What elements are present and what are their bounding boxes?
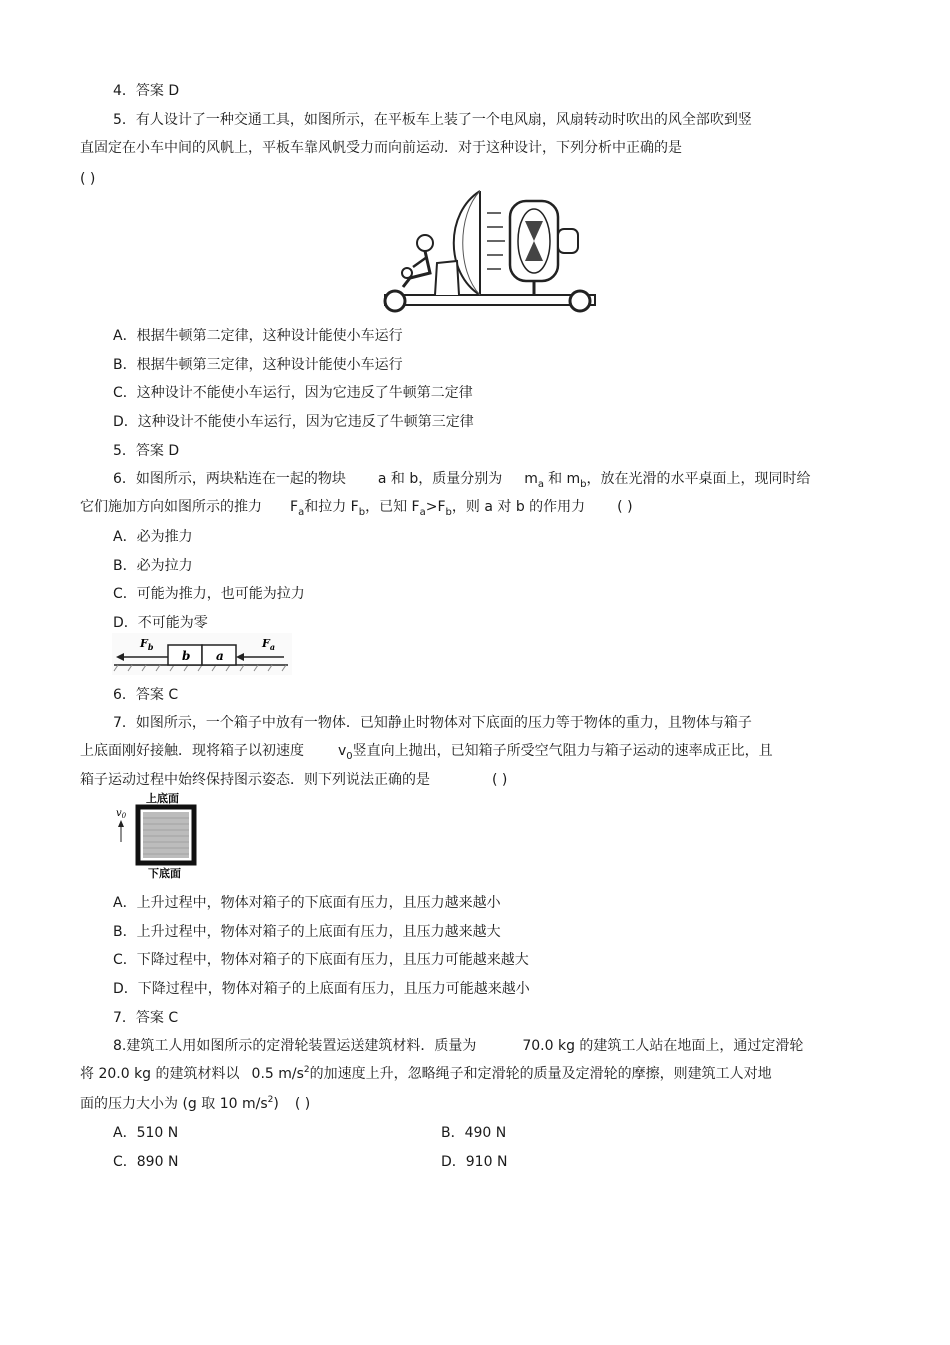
- q7-stem-line1: 7．如图所示，一个箱子中放有一物体．已知静止时物体对下底面的压力等于物体的重力，且物体与箱子: [113, 715, 752, 731]
- q8-option-a: A．510 N: [113, 1125, 179, 1141]
- q6-answer: 6．答案 C: [113, 687, 179, 703]
- q8-option-c: C．890 N: [113, 1154, 179, 1170]
- q4-answer: 4．答案 D: [113, 83, 180, 99]
- q7-option-a: A．上升过程中，物体对箱子的下底面有压力，且压力越来越小: [113, 895, 501, 911]
- seat: [435, 261, 459, 295]
- force-fb-label: $F_b$: [140, 637, 154, 652]
- q6-option-c: C．可能为推力，也可能为拉力: [113, 586, 305, 602]
- q7-answer: 7．答案 C: [113, 1010, 179, 1026]
- driver-head: [417, 235, 433, 251]
- q7-stem-line2: 上底面刚好接触．现将箱子以初速度 $v_0$竖直向上抛出，已知箱子所受空气阻力与箱子运动的速率成正比，且: [80, 743, 773, 762]
- q5-stem-line2: 直固定在小车中间的风帆上，平板车靠风帆受力而向前运动．对于这种设计，下列分析中正确的是: [80, 140, 682, 156]
- q5-answer-blank: ( ): [80, 171, 96, 187]
- q8-option-d: D．910 N: [441, 1154, 508, 1170]
- blocks-figure: [112, 633, 292, 675]
- q8-stem-line1: 8.建筑工人用如图所示的定滑轮装置运送建筑材料．质量为 70.0 kg 的建筑工人站在地面上，通过定滑轮: [113, 1038, 804, 1054]
- steering-wheel: [402, 268, 412, 278]
- box-figure: [112, 790, 202, 882]
- box-bottom-label: 下底面: [148, 867, 181, 880]
- box-top-label: 上底面: [146, 792, 179, 805]
- cart-platform: [385, 295, 595, 305]
- q5-answer: 5．答案 D: [113, 443, 180, 459]
- q5-option-b: B．根据牛顿第三定律，这种设计能使小车运行: [113, 357, 403, 373]
- velocity-label: $v_0$: [116, 808, 127, 820]
- q6-option-b: B．必为拉力: [113, 558, 193, 574]
- q7-stem-line3: 箱子运动过程中始终保持图示姿态．则下列说法正确的是 ( ): [80, 772, 508, 788]
- q5-option-c: C．这种设计不能使小车运行，因为它违反了牛顿第二定律: [113, 385, 473, 401]
- q5-stem-line1: 5．有人设计了一种交通工具，如图所示，在平板车上装了一个电风扇，风扇转动时吹出的风全部吹到竖: [113, 112, 752, 128]
- q8-option-b: B．490 N: [441, 1125, 507, 1141]
- q7-option-b: B．上升过程中，物体对箱子的上底面有压力，且压力越来越大: [113, 924, 501, 940]
- q8-stem-line3: 面的压力大小为 (g 取 10 $m/s^2$) ( ): [80, 1095, 311, 1112]
- force-fa-label: $F_a$: [262, 637, 275, 652]
- block-b-label: b: [182, 649, 191, 663]
- box-object: [143, 812, 189, 858]
- q6-stem-line2: 它们施加方向如图所示的推力 $F_a$和拉力 $F_b$，已知 $F_a>F_b$，则 a 对 b 的作用力 ( ): [80, 499, 633, 518]
- q5-option-a: A．根据牛顿第二定律，这种设计能使小车运行: [113, 328, 403, 344]
- fan-cart-figure: [375, 183, 605, 315]
- q8-stem-line2: 将 20.0 kg 的建筑材料以 0.5 $m/s^2$的加速度上升，忽略绳子和定滑轮的质量及定滑轮的摩擦，则建筑工人对地: [80, 1065, 772, 1082]
- airflow-lines: [487, 213, 505, 269]
- q6-option-a: A．必为推力: [113, 529, 193, 545]
- fan-motor: [558, 229, 578, 253]
- q6-stem-line1: 6．如图所示，两块粘连在一起的物块 a 和 b，质量分别为 $m_a$ 和 $m_b$，放在光滑的水平桌面上，现同时给: [113, 471, 811, 490]
- cart-wheel-rear: [385, 291, 405, 311]
- block-a-label: a: [216, 649, 224, 663]
- cart-wheel-front: [570, 291, 590, 311]
- q7-option-c: C．下降过程中，物体对箱子的下底面有压力，且压力可能越来越大: [113, 952, 529, 968]
- q5-option-d: D．这种设计不能使小车运行，因为它违反了牛顿第三定律: [113, 414, 474, 430]
- q6-option-d: D．不可能为零: [113, 615, 208, 631]
- q7-option-d: D．下降过程中，物体对箱子的上底面有压力，且压力可能越来越小: [113, 981, 530, 997]
